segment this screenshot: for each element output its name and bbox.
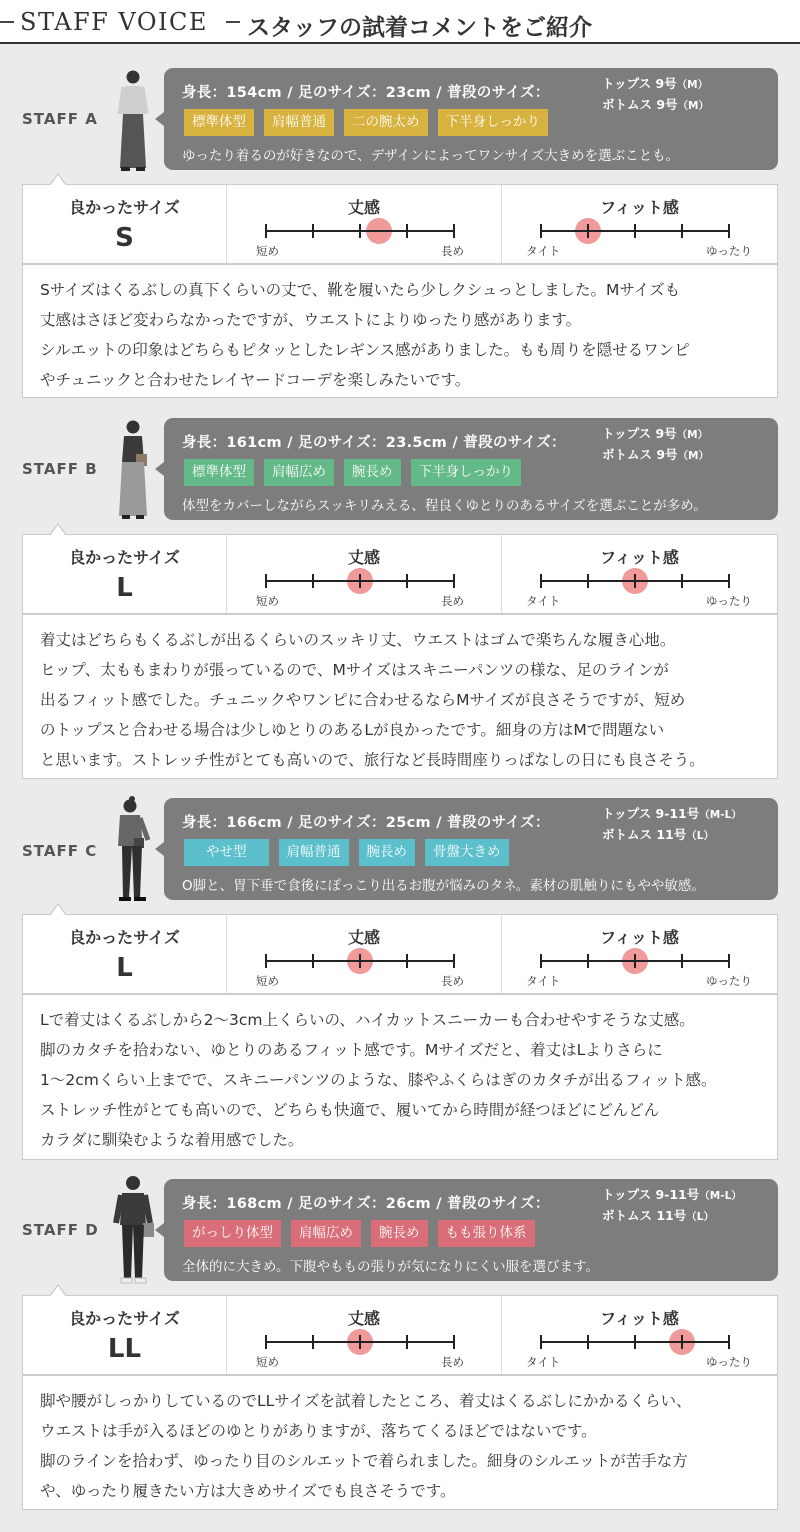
scale-tick xyxy=(359,574,361,588)
bottoms-size-letter: （L） xyxy=(686,1211,714,1223)
fit-cell xyxy=(502,535,777,613)
comment-line: やチュニックと合わせたレイヤードコーデを楽しみたいです。 xyxy=(40,371,471,389)
comment-line: ヒップ、太ももまわりが張っているので、Mサイズはスキニーパンツの様な、足のラインが xyxy=(40,661,669,679)
comment-line: 脚のラインを拾わず、ゆったり目のシルエットで着られました。細身のシルエットが苦手な方 xyxy=(40,1452,688,1470)
good-size-value: L xyxy=(116,953,133,983)
scale-tick xyxy=(634,224,636,238)
scale-label-long: 長め xyxy=(441,244,464,258)
body-type-tags xyxy=(184,1220,535,1247)
length-heading: 丈感 xyxy=(347,1309,380,1328)
good-size-cell xyxy=(23,1296,227,1374)
comment-line: シルエットの印象はどちらもピタッとしたレギンス感がありました。もも周りを隠せるワンピ xyxy=(40,341,690,359)
scale-tick xyxy=(728,954,730,968)
fit-table xyxy=(22,1295,778,1375)
comment-line: 出るフィット感でした。チュニックやワンピに合わせるならMサイズが良さそうですが、短め xyxy=(40,691,686,709)
bottoms-size: ボトムス 11号 xyxy=(602,1208,687,1223)
scale-tick xyxy=(359,224,361,238)
scale-tick xyxy=(681,574,683,588)
good-size-value: LL xyxy=(107,1334,142,1364)
scale-tick xyxy=(634,954,636,968)
scale-label-loose: ゆったり xyxy=(706,974,752,988)
scale-tick xyxy=(634,1335,636,1349)
staff-preference: 全体的に大きめ。下腹やももの張りが気になりにくい服を選びます。 xyxy=(182,1259,599,1275)
bottoms-size: ボトムス 11号 xyxy=(602,827,687,842)
staff-stats: 身長：161cm / 足のサイズ：23.5cm / 普段のサイズ： xyxy=(182,435,566,451)
body-tag: 標準体型 xyxy=(184,459,254,486)
scale-tick xyxy=(453,574,455,588)
scale-tick xyxy=(540,224,542,238)
staff-comment xyxy=(22,614,778,779)
staff-block-d xyxy=(22,1179,778,1510)
staff-stats: 身長：168cm / 足のサイズ：26cm / 普段のサイズ： xyxy=(182,1196,550,1212)
good-size-heading: 良かったサイズ xyxy=(69,928,180,947)
scale-tick xyxy=(359,1335,361,1349)
body-tag: 肩幅広め xyxy=(291,1220,361,1247)
comment-line: 1〜2cmくらい上までで、スキニーパンツのような、膝やふくらはぎのカタチが出るフィット感。 xyxy=(40,1071,717,1089)
scale-label-loose: ゆったり xyxy=(706,594,752,608)
good-size-heading: 良かったサイズ xyxy=(69,198,180,217)
body-tag: 骨盤大きめ xyxy=(425,839,509,866)
scale-tick xyxy=(406,1335,408,1349)
fit-cell xyxy=(502,915,777,993)
length-scale xyxy=(266,221,454,241)
staff-block-c xyxy=(22,798,778,1160)
usual-sizes xyxy=(602,74,709,116)
length-heading: 丈感 xyxy=(347,198,380,217)
bottoms-size-letter: （L） xyxy=(686,830,714,842)
length-heading: 丈感 xyxy=(347,928,380,947)
body-tag: 肩幅普通 xyxy=(279,839,349,866)
body-tag: 二の腕太め xyxy=(344,109,428,136)
tops-size-letter: （M-L） xyxy=(699,1190,742,1202)
staff-comment xyxy=(22,1375,778,1510)
scale-tick xyxy=(265,574,267,588)
staff-stats: 身長：166cm / 足のサイズ：25cm / 普段のサイズ： xyxy=(182,815,550,831)
good-size-cell xyxy=(23,535,227,613)
fit-heading: フィット感 xyxy=(600,928,679,947)
scale-label-short: 短め xyxy=(256,1355,279,1369)
tops-size: トップス 9号 xyxy=(602,426,677,441)
staff-info-box xyxy=(164,798,778,900)
scale-label-short: 短め xyxy=(256,594,279,608)
scale-tick xyxy=(453,1335,455,1349)
scale-label-short: 短め xyxy=(256,244,279,258)
staff-preference: 体型をカバーしながらスッキリみえる、程良くゆとりのあるサイズを選ぶことが多め。 xyxy=(182,498,707,514)
staff-photo xyxy=(110,794,156,904)
scale-tick xyxy=(406,954,408,968)
tops-size: トップス 9号 xyxy=(602,76,677,91)
scale-tick xyxy=(406,224,408,238)
scale-tick xyxy=(634,574,636,588)
tops-size-letter: （M-L） xyxy=(699,809,742,821)
staff-photo xyxy=(110,68,156,172)
length-cell xyxy=(227,1296,502,1374)
scale-tick xyxy=(312,574,314,588)
fit-heading: フィット感 xyxy=(600,548,679,567)
staff-info-box xyxy=(164,418,778,520)
scale-label-tight: タイト xyxy=(526,1355,561,1369)
comment-line: 脚や腰がしっかりしているのでLLサイズを試着したところ、着丈はくるぶしにかかるくらい、 xyxy=(40,1392,692,1410)
staff-comment xyxy=(22,264,778,398)
bottoms-size-letter: （M） xyxy=(677,450,710,462)
staff-comment xyxy=(22,994,778,1160)
scale-tick xyxy=(312,224,314,238)
scale-tick xyxy=(728,574,730,588)
tops-size: トップス 9-11号 xyxy=(602,1187,700,1202)
good-size-value: L xyxy=(116,573,133,603)
scale-tick xyxy=(359,954,361,968)
staff-preference: O脚と、胃下垂で食後にぽっこり出るお腹が悩みのタネ。素材の肌触りにもやや敏感。 xyxy=(182,878,705,894)
section-title-ja: スタッフの試着コメントをご紹介 xyxy=(247,15,592,41)
fit-table xyxy=(22,914,778,994)
body-type-tags xyxy=(184,839,509,866)
scale-label-loose: ゆったり xyxy=(706,244,752,258)
fit-scale xyxy=(541,571,729,591)
scale-tick xyxy=(453,224,455,238)
comment-line: 着丈はどちらもくるぶしが出るくらいのスッキリ丈、ウエストはゴムで楽ちんな履き心地。 xyxy=(40,631,676,649)
bottoms-size: ボトムス 9号 xyxy=(602,447,678,462)
body-tag: 下半身しっかり xyxy=(411,459,522,486)
good-size-value: S xyxy=(115,223,134,253)
staff-label: STAFF C xyxy=(22,842,98,860)
body-tag: 腕長め xyxy=(371,1220,428,1247)
scale-label-tight: タイト xyxy=(526,244,561,258)
fit-cell xyxy=(502,185,777,263)
section-title-en: STAFF VOICE xyxy=(20,8,208,36)
comment-line: と思います。ストレッチ性がとても高いので、旅行など長時間座りっぱなしの日にも良さそう。 xyxy=(40,751,705,769)
fit-scale xyxy=(541,951,729,971)
header-dash-left xyxy=(0,21,14,23)
length-cell xyxy=(227,185,502,263)
body-type-tags xyxy=(184,109,548,136)
scale-label-short: 短め xyxy=(256,974,279,988)
scale-tick xyxy=(540,954,542,968)
length-scale xyxy=(266,571,454,591)
comment-line: や、ゆったり履きたい方は大きめサイズでも良さそうです。 xyxy=(40,1482,456,1500)
scale-tick xyxy=(265,1335,267,1349)
scale-tick xyxy=(265,954,267,968)
body-tag: やせ型 xyxy=(184,839,269,866)
staff-stats: 身長：154cm / 足のサイズ：23cm / 普段のサイズ： xyxy=(182,85,550,101)
body-tag: 肩幅広め xyxy=(264,459,334,486)
scale-label-loose: ゆったり xyxy=(706,1355,752,1369)
staff-label: STAFF D xyxy=(22,1221,99,1239)
tops-size-letter: （M） xyxy=(676,79,709,91)
fit-table xyxy=(22,534,778,614)
good-size-cell xyxy=(23,185,227,263)
tops-size-letter: （M） xyxy=(676,429,709,441)
usual-sizes xyxy=(602,1185,742,1227)
fit-heading: フィット感 xyxy=(600,1309,679,1328)
comment-line: 脚のカタチを拾わない、ゆとりのあるフィット感です。Mサイズだと、着丈はLよりさらに xyxy=(40,1041,663,1059)
body-tag: 腕長め xyxy=(359,839,416,866)
fit-heading: フィット感 xyxy=(600,198,679,217)
scale-tick xyxy=(540,574,542,588)
fit-scale xyxy=(541,221,729,241)
header-dash-right xyxy=(226,21,240,23)
scale-tick xyxy=(728,224,730,238)
staff-photo xyxy=(110,1173,156,1285)
staff-preference: ゆったり着るのが好きなので、デザインによってワンサイズ大きめを選ぶことも。 xyxy=(182,148,680,164)
scale-tick xyxy=(540,1335,542,1349)
section-header xyxy=(0,0,800,44)
scale-tick xyxy=(681,224,683,238)
staff-block-b xyxy=(22,418,778,779)
body-tag: 肩幅普通 xyxy=(264,109,334,136)
scale-tick xyxy=(453,954,455,968)
usual-sizes xyxy=(602,424,709,466)
scale-tick xyxy=(587,224,589,238)
comment-line: カラダに馴染むような着用感でした。 xyxy=(40,1131,304,1149)
body-tag: 下半身しっかり xyxy=(438,109,549,136)
staff-label: STAFF A xyxy=(22,110,98,128)
good-size-heading: 良かったサイズ xyxy=(69,548,180,567)
length-heading: 丈感 xyxy=(347,548,380,567)
tops-size: トップス 9-11号 xyxy=(602,806,700,821)
scale-tick xyxy=(728,1335,730,1349)
scale-tick xyxy=(681,1335,683,1349)
scale-label-long: 長め xyxy=(441,1355,464,1369)
scale-label-long: 長め xyxy=(441,594,464,608)
comment-line: Sサイズはくるぶしの真下くらいの丈で、靴を履いたら少しクシュっとしました。Mサイズも xyxy=(40,281,681,299)
comment-line: のトップスと合わせる場合は少しゆとりのあるLが良かったです。細身の方はMで問題ない xyxy=(40,721,665,739)
body-tag: がっしり体型 xyxy=(184,1220,281,1247)
scale-tick xyxy=(312,954,314,968)
body-tag: 腕長め xyxy=(344,459,401,486)
scale-tick xyxy=(587,1335,589,1349)
scale-tick xyxy=(587,954,589,968)
fit-cell xyxy=(502,1296,777,1374)
scale-tick xyxy=(312,1335,314,1349)
comment-line: 丈感はさほど変わらなかったですが、ウエストによりゆったり感があります。 xyxy=(40,311,582,329)
length-scale xyxy=(266,1332,454,1352)
comment-line: ストレッチ性がとても高いので、どちらも快適で、履いてから時間が経つほどにどんどん xyxy=(40,1101,660,1119)
good-size-cell xyxy=(23,915,227,993)
body-tag: 標準体型 xyxy=(184,109,254,136)
comment-line: Lで着丈はくるぶしから2〜3cm上くらいの、ハイカットスニーカーも合わせやすそうな丈感。 xyxy=(40,1011,695,1029)
comment-line: ウエストは手が入るほどのゆとりがありますが、落ちてくるほどではないです。 xyxy=(40,1422,597,1440)
scale-tick xyxy=(406,574,408,588)
good-size-heading: 良かったサイズ xyxy=(69,1309,180,1328)
scale-label-tight: タイト xyxy=(526,974,561,988)
length-cell xyxy=(227,535,502,613)
scale-label-tight: タイト xyxy=(526,594,561,608)
body-type-tags xyxy=(184,459,521,486)
fit-table xyxy=(22,184,778,264)
scale-tick xyxy=(587,574,589,588)
staff-info-box xyxy=(164,68,778,170)
staff-label: STAFF B xyxy=(22,460,98,478)
scale-tick xyxy=(265,224,267,238)
staff-info-box xyxy=(164,1179,778,1281)
staff-block-a xyxy=(22,68,778,398)
scale-label-long: 長め xyxy=(441,974,464,988)
bottoms-size: ボトムス 9号 xyxy=(602,97,678,112)
scale-tick xyxy=(681,954,683,968)
fit-scale xyxy=(541,1332,729,1352)
length-cell xyxy=(227,915,502,993)
length-scale xyxy=(266,951,454,971)
bottoms-size-letter: （M） xyxy=(677,100,710,112)
usual-sizes xyxy=(602,804,742,846)
staff-photo xyxy=(110,418,156,522)
body-tag: もも張り体系 xyxy=(438,1220,535,1247)
